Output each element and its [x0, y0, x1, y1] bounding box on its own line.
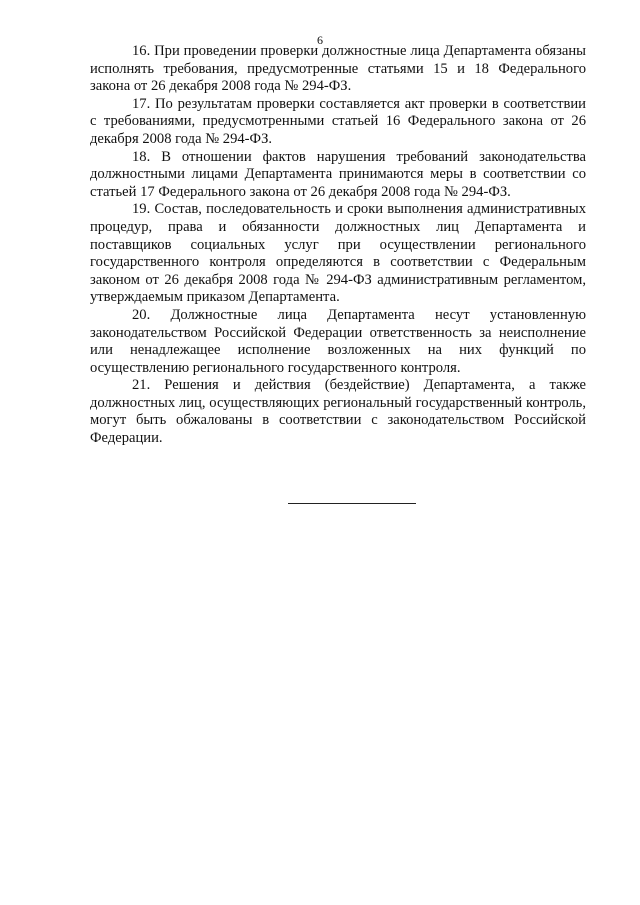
paragraph-20: 20. Должностные лица Департамента несут установленную законодательством Российской Федерации ответственность за неисполнение или ненадлежащее исполнение возложенных на них функций по осуществлению регионального государственного контроля. — [90, 306, 586, 376]
document-body — [90, 43, 586, 448]
paragraph-21: 21. Решения и действия (бездействие) Департамента, а также должностных лиц, осуществляющих региональный государственный контроль, могут быть обжалованы в соответствии с законодательством Российской Федерации. — [90, 377, 586, 447]
page-number: 6 — [317, 33, 323, 47]
paragraph-18: 18. В отношении фактов нарушения требований законодательства должностными лицами Департамента принимаются меры в соответствии со статьей 17 Федерального закона от 26 декабря 2008 года № 294-ФЗ. — [90, 148, 586, 200]
paragraph-17: 17. По результатам проверки составляется акт проверки в соответствии с требованиями, предусмотренными статьей 16 Федерального закона от 26 декабря 2008 года № 294-ФЗ. — [90, 95, 586, 147]
end-separator-line — [288, 503, 416, 504]
paragraph-19: 19. Состав, последовательность и сроки выполнения административных процедур, права и обязанности должностных лиц Департамента и поставщиков социальных услуг при осуществлении регионального государственного контроля определяются в соответствии с Федеральным законом от 26 декабря 2008 года № 294-ФЗ административным регламентом, утверждаемым приказом Департамента. — [90, 201, 586, 306]
paragraph-16: 16. При проведении проверки должностные лица Департамента обязаны исполнять требования, предусмотренные статьями 15 и 18 Федерального закона от 26 декабря 2008 года № 294-ФЗ. — [90, 43, 586, 95]
